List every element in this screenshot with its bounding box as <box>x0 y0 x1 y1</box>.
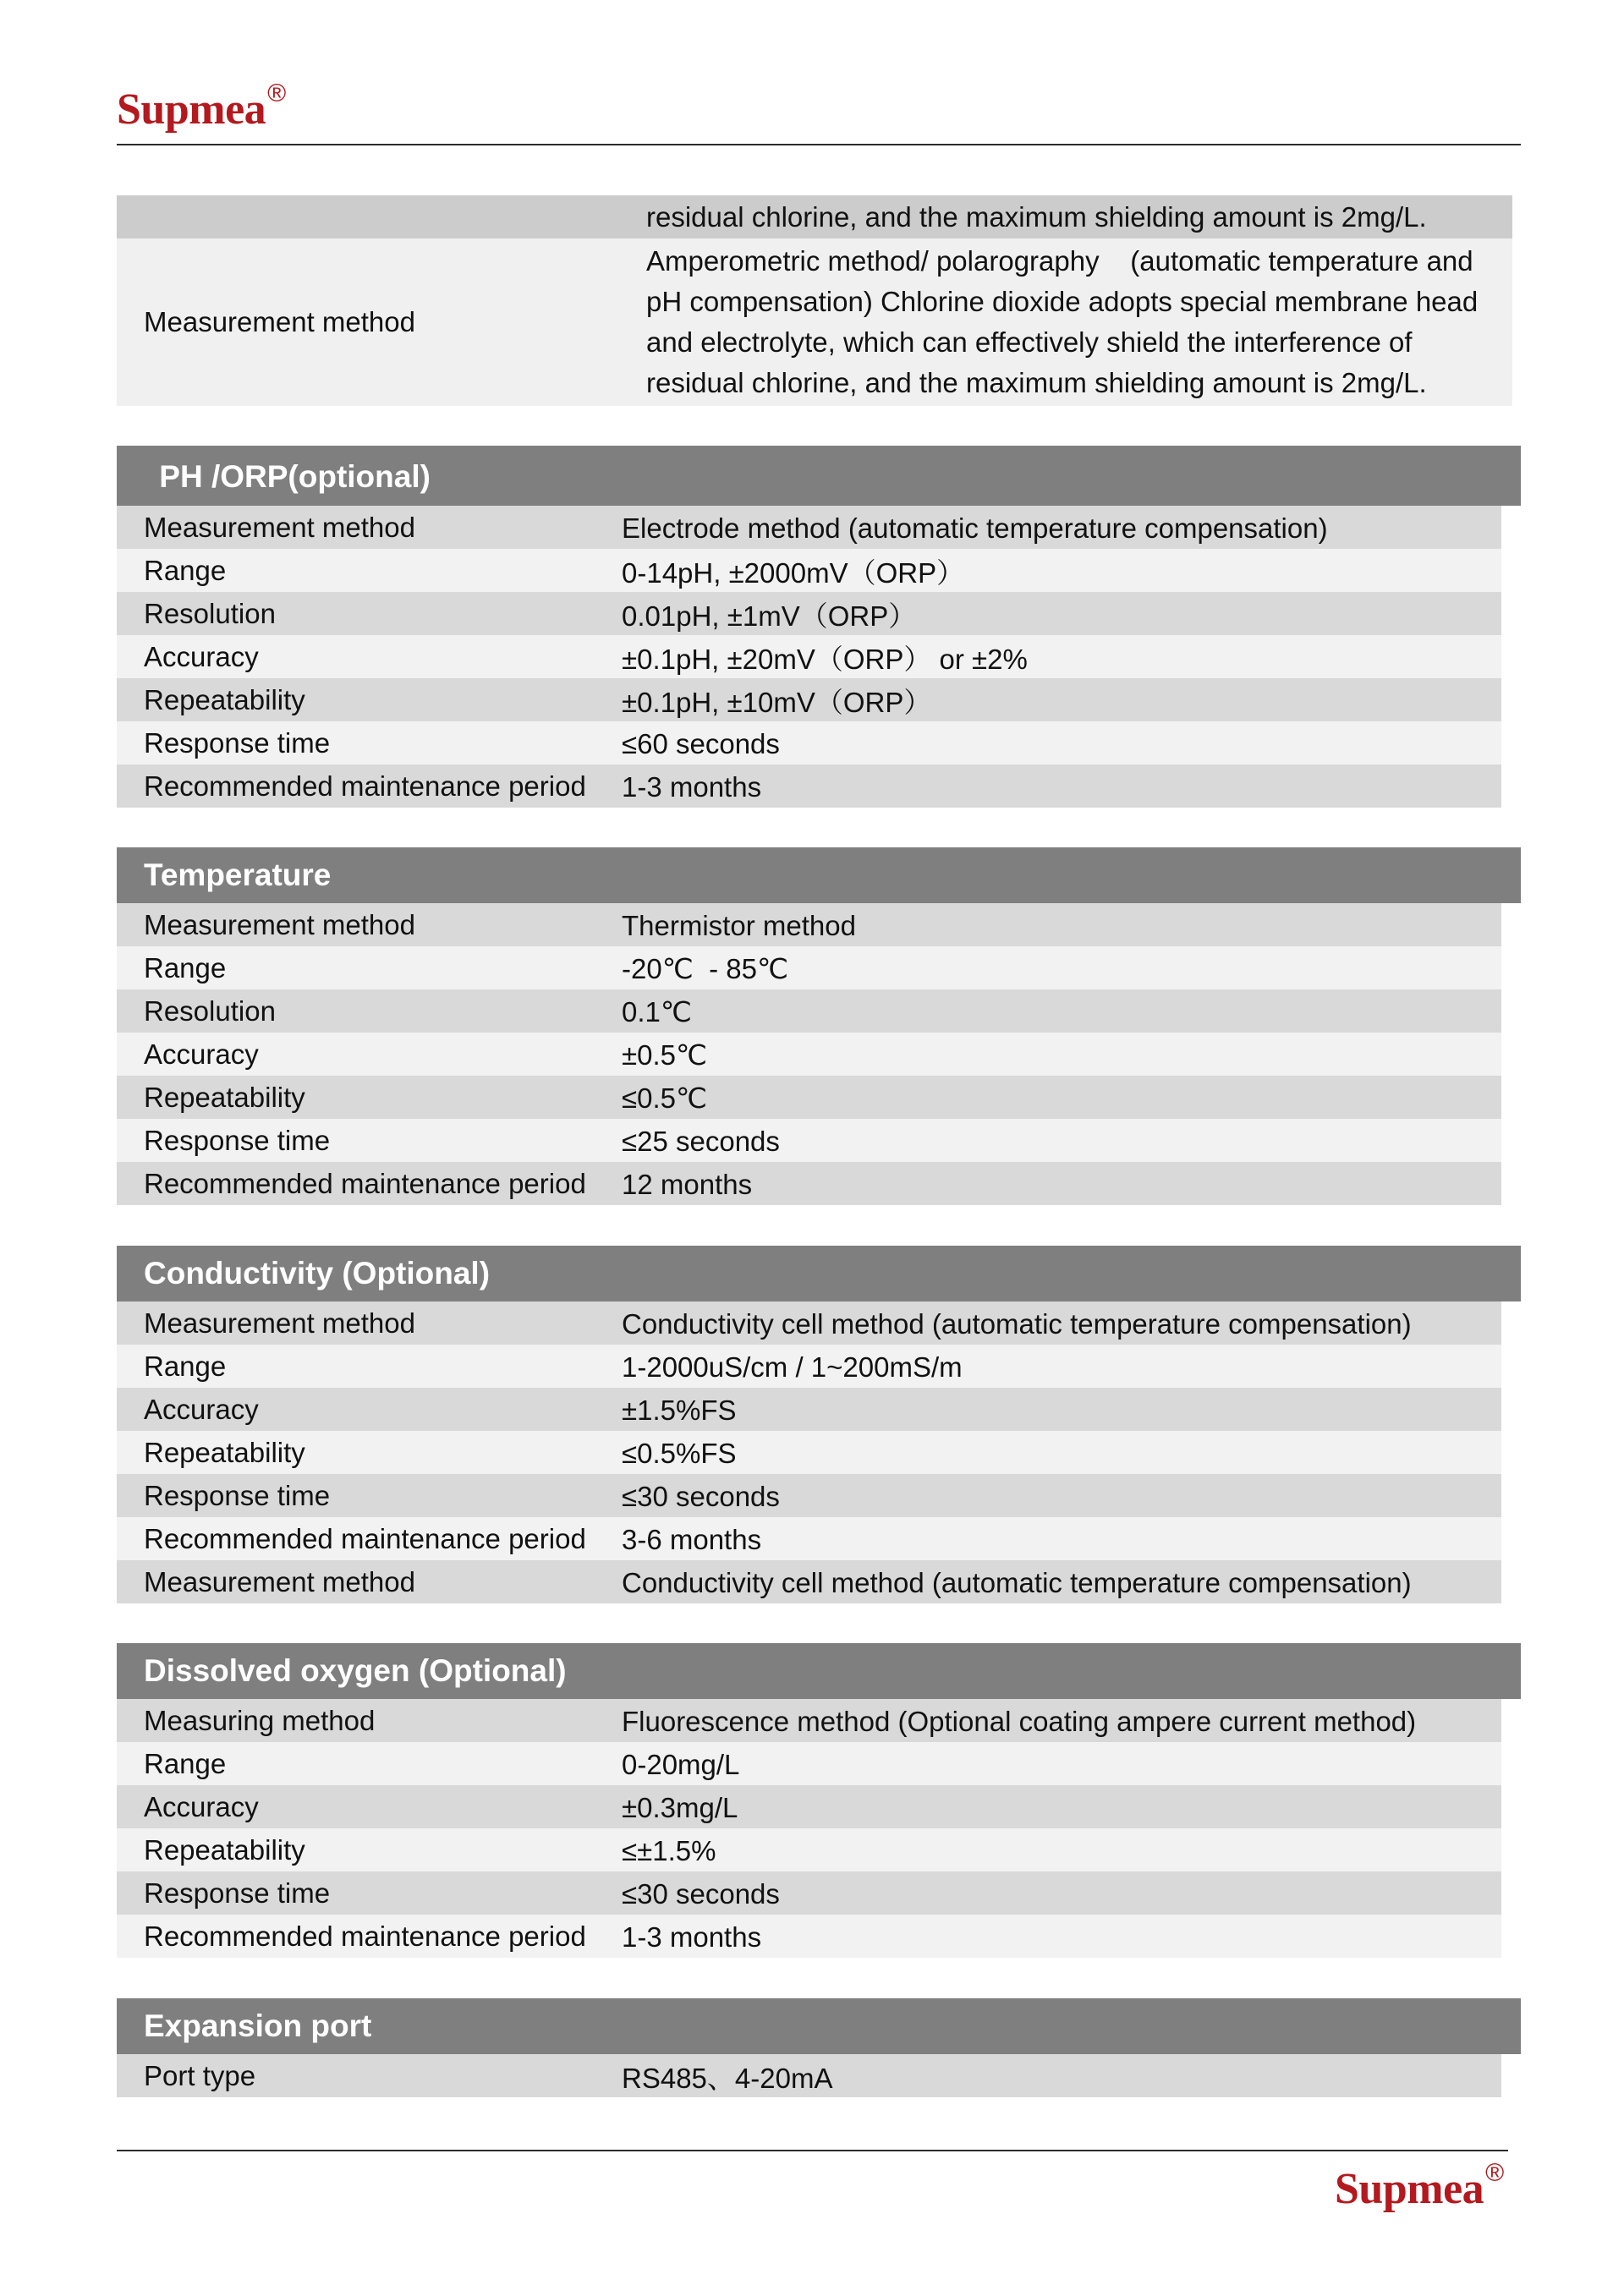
row-value: ±0.3mg/L <box>622 1791 738 1823</box>
row-label: Accuracy <box>144 640 259 672</box>
table-row <box>117 1162 1501 1205</box>
table-row <box>117 1301 1501 1345</box>
row-value: ≤30 seconds <box>622 1877 780 1910</box>
section-title: PH /ORP(optional) <box>117 446 1521 506</box>
continued-spec-table <box>117 195 1512 406</box>
row-label: Port type <box>144 2059 256 2091</box>
row-label: Accuracy <box>144 1790 259 1822</box>
table-row <box>117 1785 1501 1828</box>
row-value: 1-2000uS/cm / 1~200mS/m <box>622 1351 963 1383</box>
row-value: -20℃ - 85℃ <box>622 953 789 984</box>
row-value: Electrode method (automatic temperature compensation) <box>622 512 1328 544</box>
row-label: Repeatability <box>144 1081 305 1113</box>
table-row <box>117 1517 1501 1560</box>
row-label: Recommended maintenance period <box>144 1522 586 1554</box>
row-label: Response time <box>144 1124 331 1156</box>
footer-divider <box>117 2150 1508 2151</box>
row-value: 3-6 months <box>622 1523 762 1555</box>
section-expansion-port <box>117 1998 1521 2097</box>
table-row <box>117 195 1512 238</box>
table-row <box>117 1119 1501 1162</box>
row-label: Resolution <box>144 995 276 1027</box>
row-value: 0-20mg/L <box>622 1748 740 1780</box>
row-label: Response time <box>144 726 331 759</box>
row-label: Measurement method <box>144 1307 415 1339</box>
table-row <box>117 678 1501 721</box>
row-value: ≤0.5%FS <box>622 1437 737 1469</box>
row-label: Response time <box>144 1479 331 1511</box>
row-label: Accuracy <box>144 1393 259 1425</box>
row-value <box>646 241 1512 403</box>
table-row <box>117 1431 1501 1474</box>
row-value: 12 months <box>622 1168 753 1200</box>
table-row <box>117 635 1501 678</box>
section-temperature <box>117 847 1521 1205</box>
brand-name: Supmea <box>117 85 266 134</box>
table-row <box>117 506 1501 549</box>
section-title: Temperature <box>117 847 1521 903</box>
row-label: Recommended maintenance period <box>144 1920 586 1952</box>
table-row <box>117 1871 1501 1915</box>
row-label: Measurement method <box>144 511 415 543</box>
value-line: residual chlorine, and the maximum shielding amount is 2mg/L. <box>646 367 1427 398</box>
table-row <box>117 1076 1501 1119</box>
brand-name: Supmea <box>1335 2165 1484 2213</box>
row-value: 0-14pH, ±2000mV（ORP） <box>622 557 965 589</box>
row-label: Recommended maintenance period <box>144 1167 586 1199</box>
table-row <box>117 1388 1501 1431</box>
section-ph-orp-optional <box>117 446 1521 808</box>
row-label: Range <box>144 951 227 984</box>
row-value: 1-3 months <box>622 1921 762 1953</box>
row-label: Measurement method <box>144 908 415 940</box>
row-label: Repeatability <box>144 683 305 715</box>
table-row <box>117 1699 1501 1742</box>
table-row <box>117 1828 1501 1871</box>
value-line: Amperometric method/ polarography (automatic temperature and <box>646 245 1473 277</box>
table-row <box>117 903 1501 946</box>
row-label: Resolution <box>144 597 276 629</box>
section-title: Expansion port <box>117 1998 1521 2054</box>
row-label: Range <box>144 1350 227 1382</box>
value-line: pH compensation) Chlorine dioxide adopts special membrane head <box>646 286 1479 317</box>
section-dissolved-oxygen-optional <box>117 1643 1521 1958</box>
row-label: Measurement method <box>144 1565 415 1597</box>
row-label: Measurement method <box>144 306 415 337</box>
row-value: Conductivity cell method (automatic temperature compensation) <box>622 1307 1412 1340</box>
table-row <box>117 989 1501 1033</box>
row-label: Repeatability <box>144 1833 305 1866</box>
table-row <box>117 1033 1501 1076</box>
registered-mark: ® <box>1485 2159 1504 2187</box>
row-value: ≤60 seconds <box>622 727 780 759</box>
row-value: ≤25 seconds <box>622 1125 780 1157</box>
table-row <box>117 721 1501 764</box>
row-value: Fluorescence method (Optional coating ampere current method) <box>622 1705 1417 1737</box>
table-row <box>117 2054 1501 2097</box>
row-label: Response time <box>144 1877 331 1909</box>
row-value: RS485、4-20mA <box>622 2063 833 2094</box>
row-value: 1-3 months <box>622 770 762 803</box>
section-title: Conductivity (Optional) <box>117 1246 1521 1301</box>
row-value: 0.1℃ <box>622 996 692 1027</box>
row-value: ±1.5%FS <box>622 1394 737 1426</box>
row-label: Measuring method <box>144 1704 376 1736</box>
table-row <box>117 1345 1501 1388</box>
table-row <box>117 1474 1501 1517</box>
table-row <box>117 1742 1501 1785</box>
row-label: Accuracy <box>144 1038 259 1070</box>
row-value: ≤±1.5% <box>622 1834 716 1866</box>
table-row <box>117 1915 1501 1958</box>
row-label: Repeatability <box>144 1436 305 1468</box>
table-row <box>117 764 1501 808</box>
registered-mark: ® <box>267 79 286 107</box>
table-row <box>117 946 1501 989</box>
row-value: ±0.1pH, ±20mV（ORP） or ±2% <box>622 644 1028 675</box>
row-value: ±0.1pH, ±10mV（ORP） <box>622 687 932 718</box>
row-value: 0.01pH, ±1mV（ORP） <box>622 600 917 632</box>
table-row <box>117 1560 1501 1603</box>
table-row <box>117 592 1501 635</box>
row-label: Recommended maintenance period <box>144 770 586 802</box>
section-title: Dissolved oxygen (Optional) <box>117 1643 1521 1699</box>
section-conductivity-optional <box>117 1246 1521 1603</box>
row-label: Range <box>144 554 227 586</box>
row-value: ≤0.5℃ <box>622 1082 708 1114</box>
header-divider <box>117 144 1521 145</box>
row-value: ≤30 seconds <box>622 1480 780 1512</box>
row-label: Range <box>144 1747 227 1779</box>
brand-logo-footer <box>1335 2159 1504 2213</box>
row-value: Thermistor method <box>622 909 856 941</box>
row-value: residual chlorine, and the maximum shielding amount is 2mg/L. <box>646 200 1427 233</box>
row-value: ±0.5℃ <box>622 1039 708 1071</box>
table-row <box>117 549 1501 592</box>
table-row <box>117 238 1512 406</box>
brand-logo-header <box>117 79 286 134</box>
value-line: and electrolyte, which can effectively shield the interference of <box>646 326 1413 358</box>
row-value: Conductivity cell method (automatic temperature compensation) <box>622 1566 1412 1598</box>
